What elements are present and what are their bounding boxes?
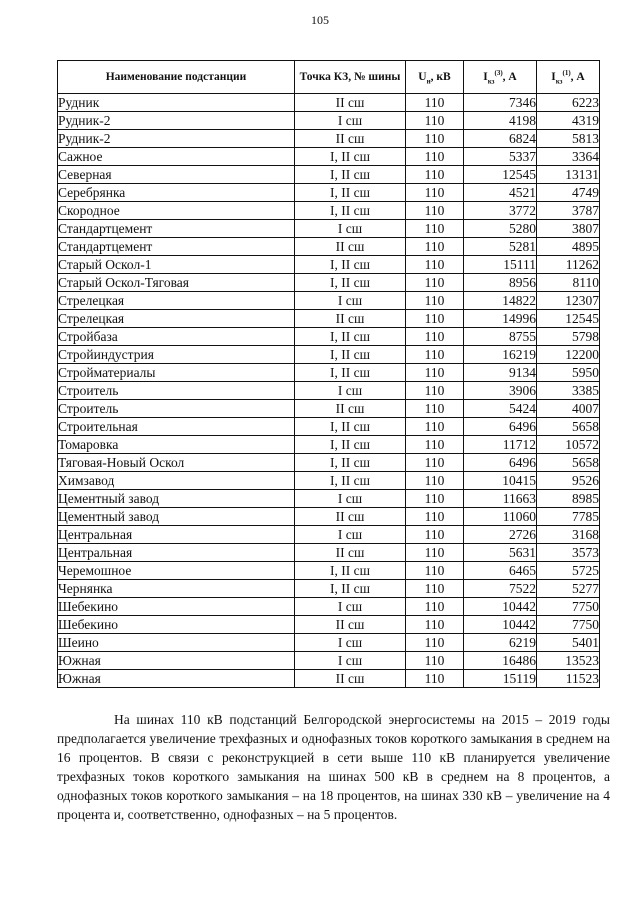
cell-single-phase-current: 13131 xyxy=(537,166,600,184)
cell-fault-point: I, II сш xyxy=(295,580,406,598)
cell-substation-name: Южная xyxy=(58,652,295,670)
cell-voltage: 110 xyxy=(406,274,464,292)
cell-three-phase-current: 10442 xyxy=(464,598,537,616)
cell-voltage: 110 xyxy=(406,436,464,454)
cell-three-phase-current: 11663 xyxy=(464,490,537,508)
cell-substation-name: Стандартцемент xyxy=(58,238,295,256)
cell-fault-point: II сш xyxy=(295,400,406,418)
cell-fault-point: I сш xyxy=(295,220,406,238)
cell-substation-name: Стройматериалы xyxy=(58,364,295,382)
cell-three-phase-current: 4198 xyxy=(464,112,537,130)
cell-substation-name: Тяговая-Новый Оскол xyxy=(58,454,295,472)
table-row xyxy=(58,508,600,526)
cell-substation-name: Центральная xyxy=(58,526,295,544)
cell-three-phase-current: 11712 xyxy=(464,436,537,454)
cell-single-phase-current: 7750 xyxy=(537,616,600,634)
cell-voltage: 110 xyxy=(406,346,464,364)
cell-fault-point: I сш xyxy=(295,490,406,508)
cell-fault-point: II сш xyxy=(295,616,406,634)
cell-voltage: 110 xyxy=(406,580,464,598)
cell-substation-name: Стрелецкая xyxy=(58,292,295,310)
table-row xyxy=(58,220,600,238)
cell-voltage: 110 xyxy=(406,616,464,634)
cell-single-phase-current: 4007 xyxy=(537,400,600,418)
cell-three-phase-current: 3772 xyxy=(464,202,537,220)
cell-three-phase-current: 8956 xyxy=(464,274,537,292)
cell-voltage: 110 xyxy=(406,238,464,256)
cell-single-phase-current: 5725 xyxy=(537,562,600,580)
cell-three-phase-current: 2726 xyxy=(464,526,537,544)
cell-substation-name: Скородное xyxy=(58,202,295,220)
cell-substation-name: Строительная xyxy=(58,418,295,436)
cell-substation-name: Старый Оскол-1 xyxy=(58,256,295,274)
table-row xyxy=(58,544,600,562)
cell-three-phase-current: 5281 xyxy=(464,238,537,256)
cell-single-phase-current: 4319 xyxy=(537,112,600,130)
cell-substation-name: Северная xyxy=(58,166,295,184)
cell-three-phase-current: 3906 xyxy=(464,382,537,400)
cell-voltage: 110 xyxy=(406,94,464,112)
cell-three-phase-current: 15111 xyxy=(464,256,537,274)
cell-substation-name: Серебрянка xyxy=(58,184,295,202)
cell-single-phase-current: 7785 xyxy=(537,508,600,526)
cell-voltage: 110 xyxy=(406,364,464,382)
cell-fault-point: I, II сш xyxy=(295,184,406,202)
cell-voltage: 110 xyxy=(406,652,464,670)
cell-voltage: 110 xyxy=(406,400,464,418)
cell-single-phase-current: 5658 xyxy=(537,418,600,436)
cell-single-phase-current: 3168 xyxy=(537,526,600,544)
cell-substation-name: Строитель xyxy=(58,400,295,418)
cell-substation-name: Шебекино xyxy=(58,616,295,634)
cell-substation-name: Рудник-2 xyxy=(58,112,295,130)
table-row xyxy=(58,94,600,112)
cell-three-phase-current: 6465 xyxy=(464,562,537,580)
table-row xyxy=(58,328,600,346)
cell-voltage: 110 xyxy=(406,310,464,328)
cell-voltage: 110 xyxy=(406,292,464,310)
table-row xyxy=(58,652,600,670)
cell-three-phase-current: 12545 xyxy=(464,166,537,184)
cell-single-phase-current: 13523 xyxy=(537,652,600,670)
cell-fault-point: II сш xyxy=(295,670,406,688)
cell-single-phase-current: 3385 xyxy=(537,382,600,400)
cell-fault-point: I сш xyxy=(295,112,406,130)
cell-three-phase-current: 15119 xyxy=(464,670,537,688)
cell-three-phase-current: 10415 xyxy=(464,472,537,490)
cell-fault-point: II сш xyxy=(295,94,406,112)
cell-voltage: 110 xyxy=(406,562,464,580)
cell-three-phase-current: 14996 xyxy=(464,310,537,328)
header-three-phase-current: $I_{кз}^{(3)}$, А xyxy=(464,61,537,94)
header-voltage: $U_н$, кВ xyxy=(406,61,464,94)
cell-fault-point: I, II сш xyxy=(295,256,406,274)
cell-substation-name: Шебекино xyxy=(58,598,295,616)
cell-voltage: 110 xyxy=(406,634,464,652)
cell-three-phase-current: 16219 xyxy=(464,346,537,364)
body-paragraph: На шинах 110 кВ подстанций Белгородской энергосистемы на 2015 – 2019 годы предполагается увеличение трехфазных и однофазных токов короткого замыкания в среднем на 16 процентов. В связи с реконструкцией в сети выше 110 кВ планируется увеличение трехфазных токов короткого замыкания на шинах 500 кВ в среднем на 8 процентов, а однофазных токов короткого замыкания – на 18 процентов, на шинах 330 кВ – увеличение на 4 процента и, соответственно, однофазных – на 5 процентов. xyxy=(57,712,610,822)
cell-fault-point: I, II сш xyxy=(295,364,406,382)
cell-three-phase-current: 8755 xyxy=(464,328,537,346)
table-row xyxy=(58,598,600,616)
cell-voltage: 110 xyxy=(406,148,464,166)
cell-fault-point: I, II сш xyxy=(295,436,406,454)
table-row xyxy=(58,130,600,148)
cell-fault-point: I, II сш xyxy=(295,274,406,292)
cell-fault-point: I, II сш xyxy=(295,454,406,472)
cell-fault-point: II сш xyxy=(295,238,406,256)
cell-voltage: 110 xyxy=(406,508,464,526)
table-row xyxy=(58,238,600,256)
substation-table xyxy=(57,60,600,688)
cell-voltage: 110 xyxy=(406,256,464,274)
cell-single-phase-current: 7750 xyxy=(537,598,600,616)
cell-single-phase-current: 12200 xyxy=(537,346,600,364)
cell-fault-point: I, II сш xyxy=(295,202,406,220)
cell-voltage: 110 xyxy=(406,220,464,238)
cell-single-phase-current: 8985 xyxy=(537,490,600,508)
cell-fault-point: I, II сш xyxy=(295,418,406,436)
table-header-row xyxy=(58,61,600,94)
cell-fault-point: I сш xyxy=(295,652,406,670)
cell-single-phase-current: 5813 xyxy=(537,130,600,148)
cell-fault-point: II сш xyxy=(295,310,406,328)
cell-three-phase-current: 9134 xyxy=(464,364,537,382)
cell-three-phase-current: 6496 xyxy=(464,454,537,472)
cell-substation-name: Рудник xyxy=(58,94,295,112)
cell-voltage: 110 xyxy=(406,202,464,220)
table-row xyxy=(58,616,600,634)
cell-substation-name: Стрелецкая xyxy=(58,310,295,328)
table-row xyxy=(58,364,600,382)
cell-single-phase-current: 5658 xyxy=(537,454,600,472)
table-body xyxy=(58,94,600,688)
cell-single-phase-current: 3364 xyxy=(537,148,600,166)
cell-voltage: 110 xyxy=(406,418,464,436)
table-row xyxy=(58,166,600,184)
cell-fault-point: I сш xyxy=(295,634,406,652)
cell-fault-point: I, II сш xyxy=(295,166,406,184)
cell-single-phase-current: 5950 xyxy=(537,364,600,382)
cell-substation-name: Химзавод xyxy=(58,472,295,490)
table-row xyxy=(58,454,600,472)
cell-fault-point: I сш xyxy=(295,382,406,400)
cell-three-phase-current: 10442 xyxy=(464,616,537,634)
cell-substation-name: Центральная xyxy=(58,544,295,562)
cell-substation-name: Цементный завод xyxy=(58,508,295,526)
cell-three-phase-current: 16486 xyxy=(464,652,537,670)
cell-three-phase-current: 6824 xyxy=(464,130,537,148)
cell-substation-name: Стройбаза xyxy=(58,328,295,346)
cell-substation-name: Цементный завод xyxy=(58,490,295,508)
table-row xyxy=(58,148,600,166)
cell-three-phase-current: 5280 xyxy=(464,220,537,238)
cell-single-phase-current: 10572 xyxy=(537,436,600,454)
cell-fault-point: I, II сш xyxy=(295,346,406,364)
cell-voltage: 110 xyxy=(406,544,464,562)
cell-substation-name: Строитель xyxy=(58,382,295,400)
cell-substation-name: Томаровка xyxy=(58,436,295,454)
cell-substation-name: Сажное xyxy=(58,148,295,166)
table-row xyxy=(58,202,600,220)
cell-fault-point: II сш xyxy=(295,508,406,526)
cell-voltage: 110 xyxy=(406,184,464,202)
cell-single-phase-current: 4895 xyxy=(537,238,600,256)
cell-single-phase-current: 5277 xyxy=(537,580,600,598)
header-single-phase-current: $I_{кз}^{(1)}$, А xyxy=(537,61,600,94)
table-row xyxy=(58,472,600,490)
table-row xyxy=(58,400,600,418)
cell-single-phase-current: 8110 xyxy=(537,274,600,292)
table-row xyxy=(58,256,600,274)
cell-three-phase-current: 7522 xyxy=(464,580,537,598)
header-fault-point: Точка КЗ, № шины xyxy=(295,61,406,94)
cell-single-phase-current: 11262 xyxy=(537,256,600,274)
cell-voltage: 110 xyxy=(406,598,464,616)
cell-three-phase-current: 7346 xyxy=(464,94,537,112)
cell-voltage: 110 xyxy=(406,166,464,184)
table-row xyxy=(58,112,600,130)
cell-fault-point: I, II сш xyxy=(295,148,406,166)
cell-three-phase-current: 5424 xyxy=(464,400,537,418)
cell-voltage: 110 xyxy=(406,112,464,130)
cell-single-phase-current: 3573 xyxy=(537,544,600,562)
cell-single-phase-current: 9526 xyxy=(537,472,600,490)
table-row xyxy=(58,310,600,328)
cell-voltage: 110 xyxy=(406,382,464,400)
cell-substation-name: Старый Оскол-Тяговая xyxy=(58,274,295,292)
table-row xyxy=(58,292,600,310)
cell-single-phase-current: 3807 xyxy=(537,220,600,238)
cell-three-phase-current: 14822 xyxy=(464,292,537,310)
cell-single-phase-current: 12545 xyxy=(537,310,600,328)
cell-voltage: 110 xyxy=(406,472,464,490)
cell-single-phase-current: 6223 xyxy=(537,94,600,112)
cell-substation-name: Стройиндустрия xyxy=(58,346,295,364)
cell-substation-name: Чернянка xyxy=(58,580,295,598)
cell-fault-point: I, II сш xyxy=(295,328,406,346)
table-row xyxy=(58,436,600,454)
table-row xyxy=(58,562,600,580)
table-row xyxy=(58,346,600,364)
cell-single-phase-current: 12307 xyxy=(537,292,600,310)
table-row xyxy=(58,184,600,202)
cell-voltage: 110 xyxy=(406,130,464,148)
cell-voltage: 110 xyxy=(406,526,464,544)
cell-substation-name: Стандартцемент xyxy=(58,220,295,238)
cell-substation-name: Черемошное xyxy=(58,562,295,580)
cell-substation-name: Рудник-2 xyxy=(58,130,295,148)
cell-three-phase-current: 4521 xyxy=(464,184,537,202)
cell-three-phase-current: 6496 xyxy=(464,418,537,436)
table-row xyxy=(58,670,600,688)
page-number: 105 xyxy=(311,13,329,27)
cell-single-phase-current: 11523 xyxy=(537,670,600,688)
cell-voltage: 110 xyxy=(406,454,464,472)
cell-single-phase-current: 4749 xyxy=(537,184,600,202)
cell-fault-point: II сш xyxy=(295,544,406,562)
cell-voltage: 110 xyxy=(406,490,464,508)
cell-fault-point: I, II сш xyxy=(295,472,406,490)
cell-single-phase-current: 5798 xyxy=(537,328,600,346)
cell-fault-point: I, II сш xyxy=(295,562,406,580)
cell-three-phase-current: 5337 xyxy=(464,148,537,166)
table-row xyxy=(58,490,600,508)
table-row xyxy=(58,634,600,652)
cell-fault-point: II сш xyxy=(295,130,406,148)
cell-substation-name: Южная xyxy=(58,670,295,688)
table-row xyxy=(58,274,600,292)
cell-fault-point: I сш xyxy=(295,526,406,544)
cell-three-phase-current: 11060 xyxy=(464,508,537,526)
cell-fault-point: I сш xyxy=(295,598,406,616)
table-row xyxy=(58,526,600,544)
cell-single-phase-current: 5401 xyxy=(537,634,600,652)
cell-three-phase-current: 5631 xyxy=(464,544,537,562)
header-substation-name: Наименование подстанции xyxy=(58,61,295,94)
cell-voltage: 110 xyxy=(406,328,464,346)
cell-fault-point: I сш xyxy=(295,292,406,310)
cell-voltage: 110 xyxy=(406,670,464,688)
cell-three-phase-current: 6219 xyxy=(464,634,537,652)
cell-substation-name: Шеино xyxy=(58,634,295,652)
cell-single-phase-current: 3787 xyxy=(537,202,600,220)
table-row xyxy=(58,580,600,598)
table-row xyxy=(58,382,600,400)
table-row xyxy=(58,418,600,436)
